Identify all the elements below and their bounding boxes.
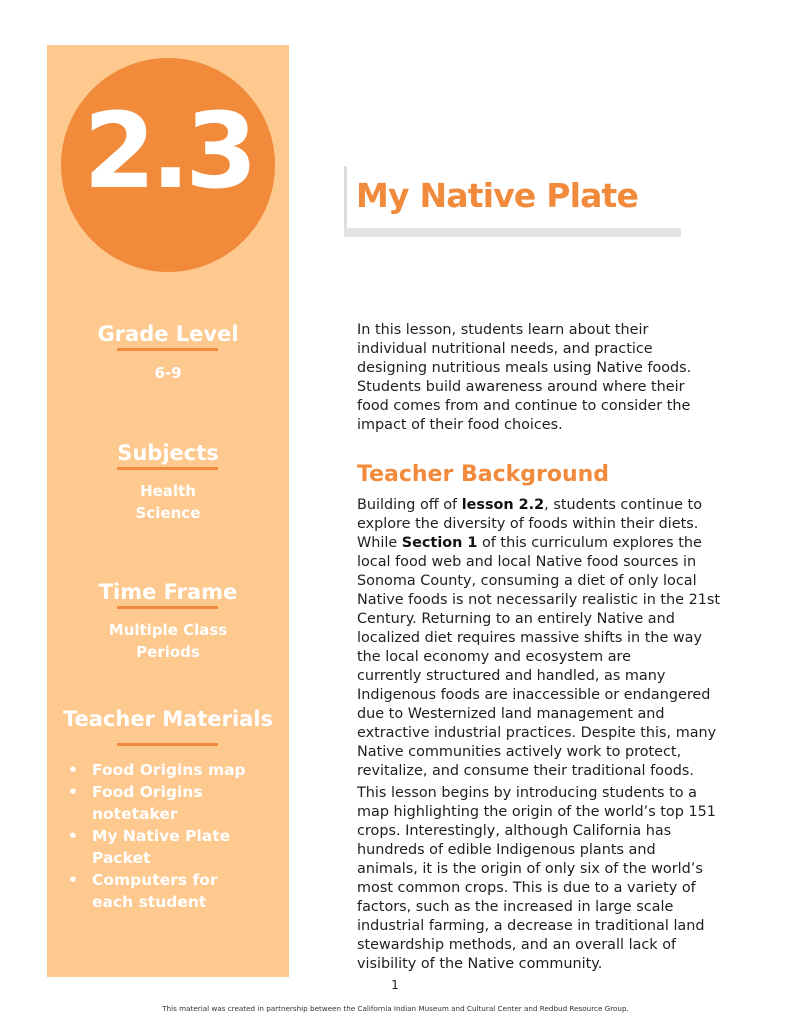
title-bar-horizontal — [344, 228, 681, 237]
background-paragraph-2: This lesson begins by introducing students to a map highlighting the origin of the world’s top 151 crops. Interestingly, although California has hundreds of edible Indigenous plants and animals, it is the origin of only six of the world’s most common crops. This is due to a variety of factors, such as the increased in large scale industrial farming, a decrease in traditional land stewardship methods, and an overall lack of visibility of the Native community. — [357, 785, 716, 972]
section-ref-text: Section 1 — [401, 535, 478, 551]
lesson-number: 2.3 — [83, 90, 253, 212]
title-bar-vertical — [344, 166, 347, 236]
intro-paragraph: In this lesson, students learn about their individual nutritional needs, and practice designing nutritious meals using Native foods. Students build awareness around where their food comes from and continue to consider the impact of their food choices. — [357, 322, 692, 433]
subject-item: Science — [135, 504, 201, 522]
page-number: 1 — [391, 978, 399, 992]
grade-level-rule — [117, 348, 218, 351]
teacher-materials-rule — [117, 743, 218, 746]
grade-level-value: 6-9 — [154, 364, 182, 382]
time-frame-heading: Time Frame — [98, 580, 238, 604]
page-title: My Native Plate — [356, 176, 639, 215]
time-frame-value: Periods — [136, 643, 200, 661]
subject-item: Health — [140, 482, 196, 500]
materials-item: • My Native Plate Packet — [60, 825, 280, 869]
materials-item: • Food Origins map — [60, 759, 280, 781]
teacher-materials-list — [60, 759, 280, 913]
teacher-materials-heading: Teacher Materials — [62, 707, 274, 731]
footer-credit: This material was created in partnership between the California Indian Museum and Cultural Center and Redbud Resource Group. — [162, 1004, 629, 1013]
grade-level-heading: Grade Level — [97, 322, 239, 346]
teacher-background-heading: Teacher Background — [357, 462, 610, 487]
materials-item: • Computers for each student — [60, 869, 280, 913]
subjects-rule — [117, 467, 218, 470]
subjects-heading: Subjects — [117, 441, 219, 465]
materials-item: • Food Origins notetaker — [60, 781, 280, 825]
lesson-link-text: lesson 2.2 — [461, 497, 545, 513]
time-frame-value: Multiple Class — [108, 621, 228, 639]
time-frame-rule — [117, 606, 218, 609]
background-paragraph-1: Building off of lesson 2.2, students continue to explore the diversity of foods within their diets. While Section 1 of this curriculum explores the local food web and local Native food sources in Sonoma County, consuming a diet of only local Native foods is not necessarily realistic in the 21st Century. Returning to an entirely Native and localized diet requires massive shifts in the way the local economy and ecosystem are currently structured and handled, as many Indigenous foods are inaccessible or endangered due to Westernized land management and extractive industrial practices. Despite this, many Native communities actively work to protect, revitalize, and consume their traditional foods. — [357, 497, 721, 779]
